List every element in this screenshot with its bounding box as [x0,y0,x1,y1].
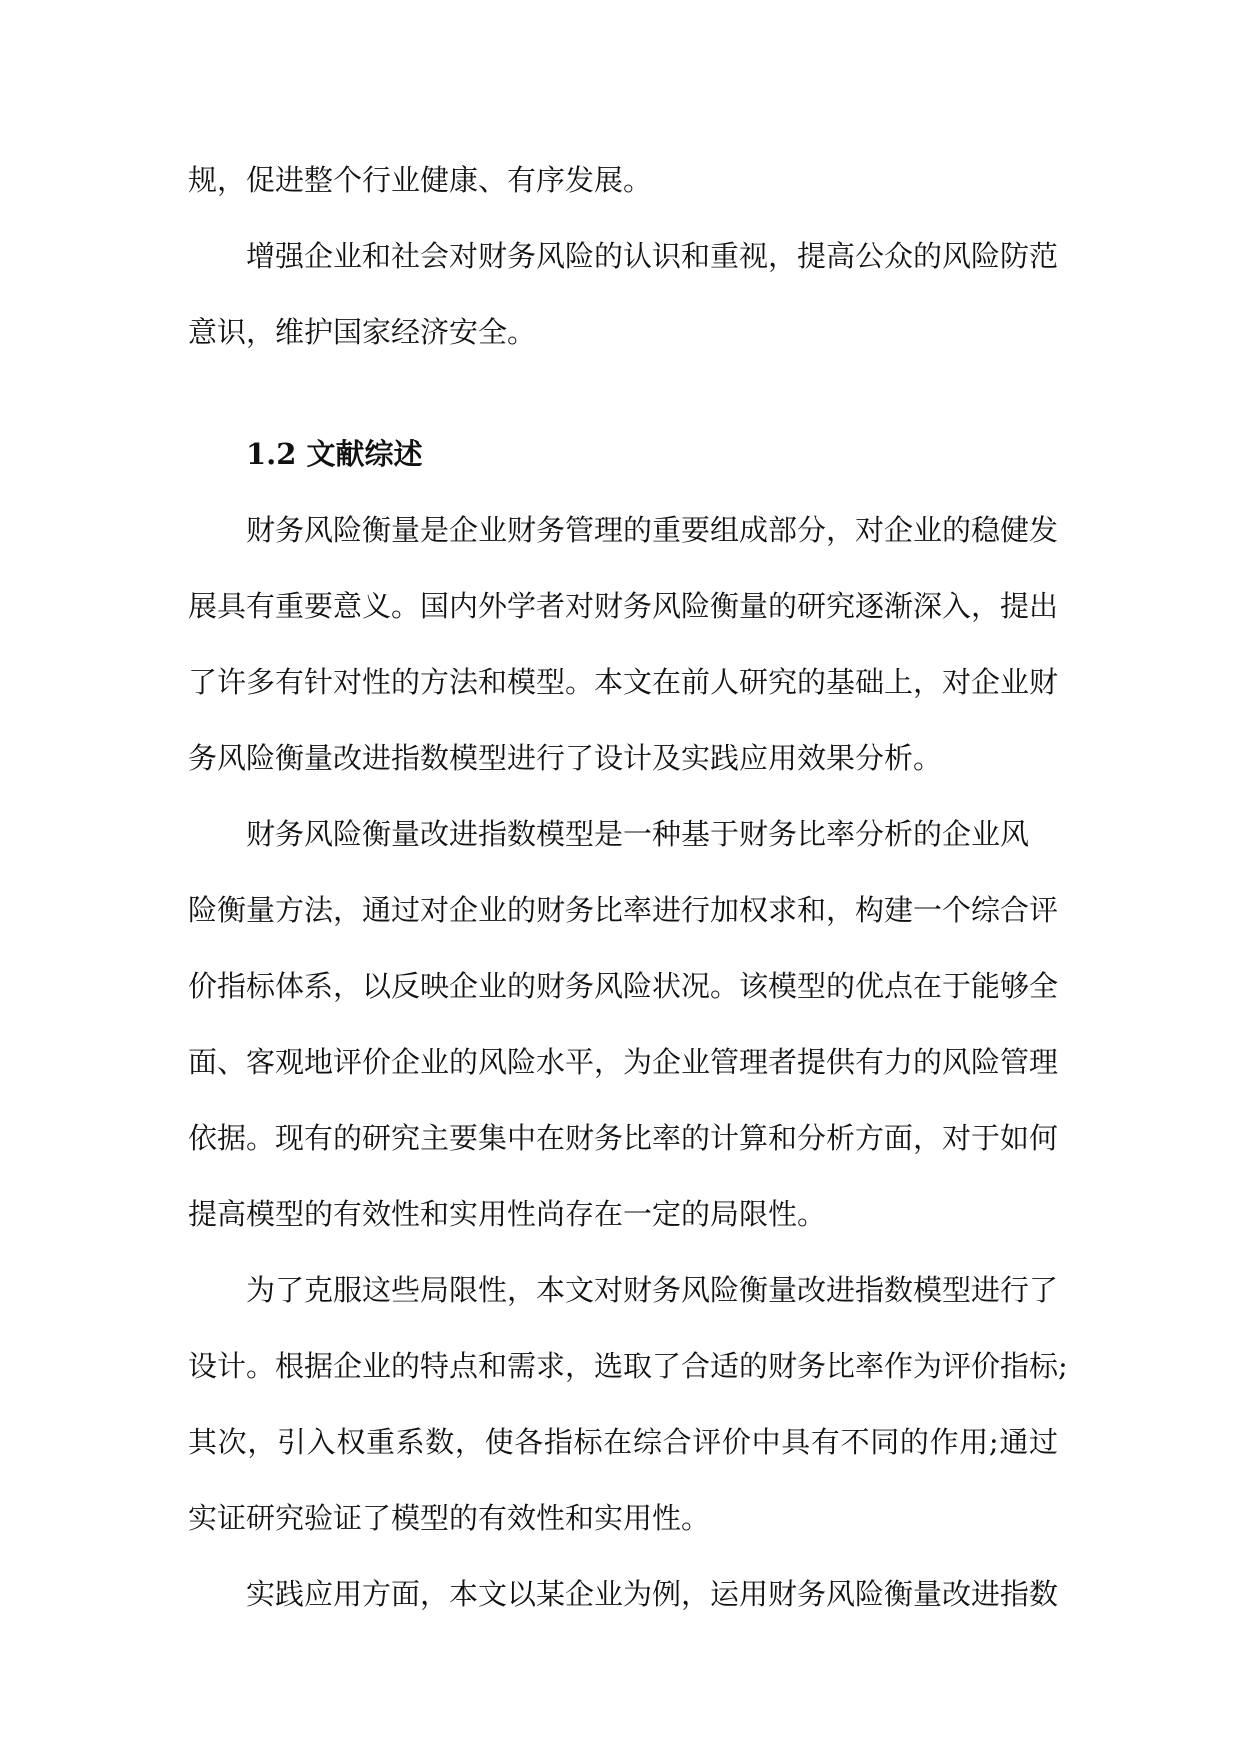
paragraph [188,796,1058,1252]
text-line: 险衡量方法，通过对企业的财务比率进行加权求和，构建一个综合评 [188,893,1059,927]
text-line: 财务风险衡量改进指数模型是一种基于财务比率分析的企业风 [246,817,1030,851]
paragraph [188,218,1058,370]
text-line: 依据。现有的研究主要集中在财务比率的计算和分析方面，对于如何 [188,1121,1059,1155]
text-line: 提高模型的有效性和实用性尚存在一定的局限性。 [188,1197,827,1231]
paragraph [188,492,1058,796]
text-line: 了许多有针对性的方法和模型。本文在前人研究的基础上，对企业财 [188,665,1059,699]
text-line: 设计。根据企业的特点和需求，选取了合适的财务比率作为评价指标; [188,1349,1068,1383]
text-line: 增强企业和社会对财务风险的认识和重视，提高公众的风险防范 [246,239,1059,273]
text-line: 展具有重要意义。国内外学者对财务风险衡量的研究逐渐深入，提出 [188,589,1059,623]
section-heading: 1.2 文献综述 [246,437,423,471]
text-line: 实证研究验证了模型的有效性和实用性。 [188,1501,711,1535]
document-page [188,142,1068,1632]
text-line: 实践应用方面，本文以某企业为例，运用财务风险衡量改进指数 [246,1577,1059,1611]
text-line: 面、客观地评价企业的风险水平，为企业管理者提供有力的风险管理 [188,1045,1059,1079]
paragraph [188,1556,1058,1632]
paragraph [188,142,1058,218]
text-line: 价指标体系，以反映企业的财务风险状况。该模型的优点在于能够全 [188,969,1059,1003]
text-line: 其次，引入权重系数，使各指标在综合评价中具有不同的作用;通过 [188,1425,1058,1459]
text-line: 财务风险衡量是企业财务管理的重要组成部分，对企业的稳健发 [246,513,1059,547]
text-line: 务风险衡量改进指数模型进行了设计及实践应用效果分析。 [188,741,943,775]
text-line: 意识，维护国家经济安全。 [188,315,537,349]
paragraph [188,1252,1068,1556]
text-line: 规，促进整个行业健康、有序发展。 [188,163,653,197]
text-line: 为了克服这些局限性，本文对财务风险衡量改进指数模型进行了 [246,1273,1059,1307]
